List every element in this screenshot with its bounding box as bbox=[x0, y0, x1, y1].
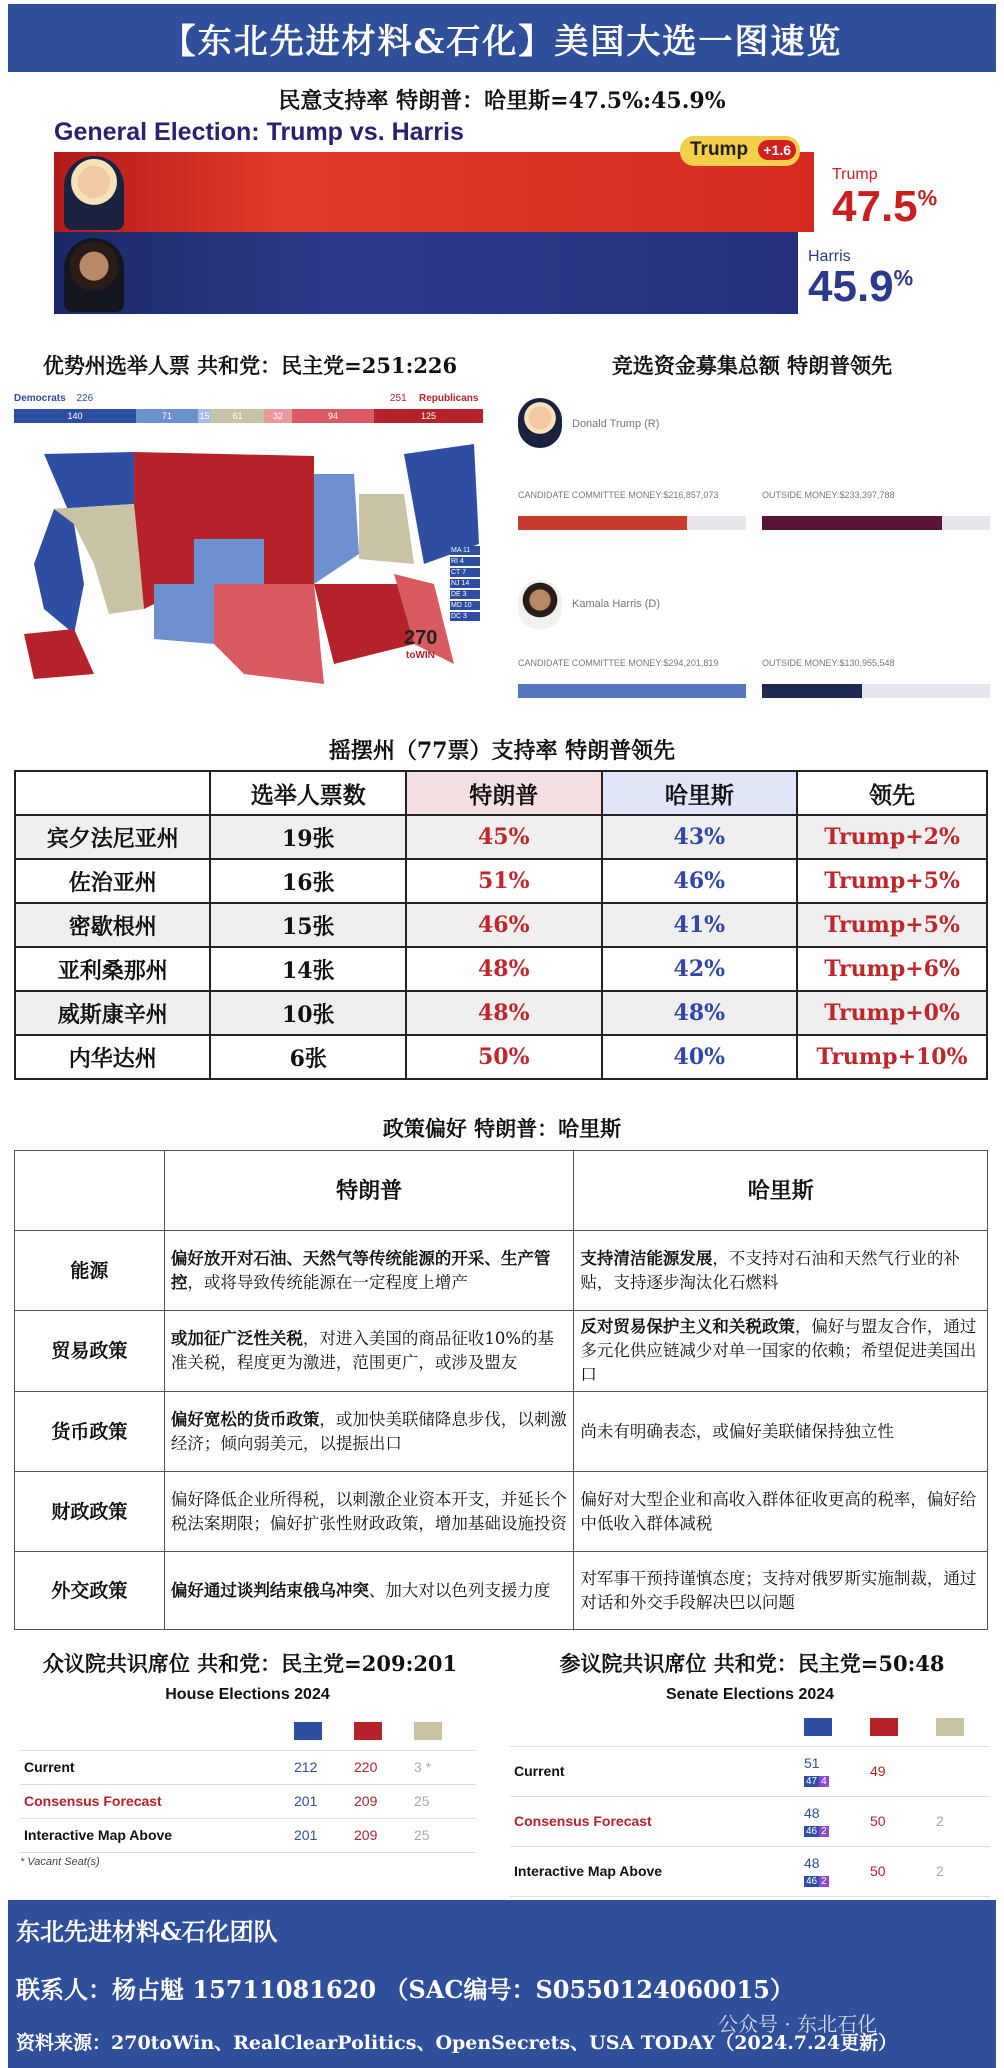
table-row bbox=[15, 991, 987, 1035]
policy-col-blank bbox=[15, 1151, 165, 1231]
trump-policy bbox=[164, 1472, 574, 1552]
harris-policy bbox=[574, 1231, 988, 1311]
house-title: House Elections 2024 bbox=[165, 1686, 330, 1703]
state-box: RI 4 bbox=[450, 557, 480, 566]
dem-seats: 212 bbox=[290, 1750, 350, 1784]
policy-text: ，偏好与盟友合作，通过多元化供应链减少对单一国家的依赖；希望促进美国出口 bbox=[580, 1317, 977, 1384]
dem-seats-cell bbox=[800, 1846, 866, 1896]
trump-policy bbox=[164, 1231, 574, 1311]
table-row bbox=[15, 1231, 988, 1311]
state-name: 亚利桑那州 bbox=[15, 947, 210, 991]
row-label: Interactive Map Above bbox=[510, 1846, 800, 1896]
trump-support: 48% bbox=[406, 947, 602, 991]
policy-col-harris: 哈里斯 bbox=[574, 1151, 988, 1231]
footer-team: 东北先进材料&石化团队 bbox=[16, 1917, 278, 1946]
harris-support: 41% bbox=[602, 903, 798, 947]
state-boxes bbox=[450, 546, 480, 623]
harris-photo bbox=[64, 238, 124, 312]
trump-support: 46% bbox=[406, 903, 602, 947]
table-row bbox=[15, 859, 987, 903]
harris-pct-value: 45.9 bbox=[808, 262, 894, 311]
state-votes: 15张 bbox=[210, 903, 406, 947]
committee-value: $294,201,819 bbox=[663, 658, 719, 668]
dem-seats: 48 bbox=[804, 1855, 820, 1871]
tossup-swatch bbox=[936, 1718, 964, 1736]
trump-support: 50% bbox=[406, 1035, 602, 1079]
row-label: Current bbox=[510, 1746, 800, 1796]
dem-seats: 201 bbox=[290, 1818, 350, 1852]
table-row bbox=[15, 1552, 988, 1630]
harris-policy bbox=[574, 1392, 988, 1472]
trump-committee-track bbox=[518, 516, 746, 530]
harris-committee-text bbox=[518, 658, 718, 668]
state-box: CT 7 bbox=[450, 568, 480, 577]
legend-blank bbox=[510, 1712, 800, 1746]
table-row bbox=[20, 1818, 475, 1852]
map-logo-sub: toWIN bbox=[406, 650, 435, 661]
table-row bbox=[15, 815, 987, 859]
state-box: MD 10 bbox=[450, 601, 480, 610]
state-votes: 19张 bbox=[210, 815, 406, 859]
policy-col-trump: 特朗普 bbox=[164, 1151, 574, 1231]
trump-outside-fill bbox=[762, 516, 942, 530]
state-box: MA 11 bbox=[450, 546, 480, 555]
legend-blank bbox=[20, 1716, 290, 1750]
committee-value: $216,857,073 bbox=[663, 490, 719, 500]
outside-value: $130,955,548 bbox=[839, 658, 895, 668]
table-row bbox=[510, 1846, 990, 1896]
senate-legend-row bbox=[510, 1712, 990, 1746]
map-swing-midwest bbox=[359, 494, 414, 564]
house-note: * Vacant Seat(s) bbox=[20, 1856, 100, 1868]
us-map bbox=[14, 434, 484, 684]
policy-heading: 政策偏好 特朗普：哈里斯 bbox=[382, 1116, 622, 1141]
table-row bbox=[15, 1392, 988, 1472]
map-logo: 270 bbox=[404, 627, 438, 649]
lead-margin: Trump+2% bbox=[797, 815, 987, 859]
report-header bbox=[8, 4, 996, 72]
senate-title: Senate Elections 2024 bbox=[665, 1686, 835, 1703]
table-row bbox=[15, 947, 987, 991]
lead-margin: Trump+0% bbox=[797, 991, 987, 1035]
dem-seats: 48 bbox=[804, 1805, 820, 1821]
trump-policy bbox=[164, 1552, 574, 1630]
harris-pct bbox=[808, 262, 913, 312]
policy-topic: 财政政策 bbox=[15, 1472, 165, 1552]
state-name: 内华达州 bbox=[15, 1035, 210, 1079]
harris-outside-track bbox=[762, 684, 990, 698]
swing-col-lead: 领先 bbox=[797, 771, 987, 815]
rep-seats: 220 bbox=[350, 1750, 410, 1784]
harris-support: 46% bbox=[602, 859, 798, 903]
lead-margin: Trump+6% bbox=[797, 947, 987, 991]
dem-seats-cell bbox=[800, 1746, 866, 1796]
dem-swatch bbox=[294, 1722, 322, 1740]
dem-swatch bbox=[804, 1718, 832, 1736]
dem-sub: 46 bbox=[806, 1826, 818, 1837]
state-name: 宾夕法尼亚州 bbox=[15, 815, 210, 859]
ind-sub: 2 bbox=[821, 1826, 827, 1837]
trump-policy bbox=[164, 1392, 574, 1472]
footer-source: 资料来源：270toWin、RealClearPolitics、OpenSecrets、USA TODAY（2024.7.24更新） bbox=[16, 2032, 898, 2054]
policy-text: 对军事干预持谨慎态度；支持对俄罗斯实施制裁，通过对话和外交手段解决巴以问题 bbox=[580, 1568, 977, 1612]
state-box: DC 3 bbox=[450, 612, 480, 621]
outside-label: OUTSIDE MONEY: bbox=[762, 658, 840, 668]
ev-segment: 15 bbox=[199, 411, 210, 421]
pct-sign: % bbox=[917, 185, 938, 211]
ind-sub: 4 bbox=[821, 1776, 827, 1787]
policy-emph: 反对贸易保护主义和关税政策 bbox=[580, 1317, 795, 1336]
rep-total: 251 bbox=[390, 393, 407, 404]
map-colorado bbox=[194, 539, 264, 584]
footer-contact: 联系人：杨占魁 15711081620 （SAC编号：S0550124060015） bbox=[16, 1975, 794, 2004]
state-name: 佐治亚州 bbox=[15, 859, 210, 903]
harris-policy bbox=[574, 1552, 988, 1630]
policy-text: 、加大对以色列支援力度 bbox=[368, 1580, 551, 1600]
dem-seats: 51 bbox=[804, 1755, 820, 1771]
policy-emph: 或加征广泛性关税 bbox=[170, 1329, 303, 1348]
table-row bbox=[510, 1796, 990, 1846]
dem-label: Democrats bbox=[14, 393, 66, 404]
harris-support: 48% bbox=[602, 991, 798, 1035]
badge-delta: +1.6 bbox=[758, 140, 796, 160]
outside-value: $233,397,788 bbox=[839, 490, 895, 500]
row-label: Consensus Forecast bbox=[20, 1784, 290, 1818]
swing-col-votes: 选举人票数 bbox=[210, 771, 406, 815]
funds-heading: 竞选资金募集总额 特朗普领先 bbox=[611, 353, 893, 378]
harris-bar bbox=[54, 232, 798, 314]
swing-header-row bbox=[15, 771, 987, 815]
senate-heading: 参议院共识席位 共和党：民主党=50:48 bbox=[559, 1651, 945, 1676]
rep-seats: 50 bbox=[866, 1846, 932, 1896]
swing-col-harris: 哈里斯 bbox=[602, 771, 798, 815]
ev-segment: 32 bbox=[264, 409, 292, 423]
ev-segment: 71 bbox=[136, 409, 198, 423]
other-seats: 3 * bbox=[410, 1750, 475, 1784]
map-alaska bbox=[24, 629, 94, 679]
trump-support: 48% bbox=[406, 991, 602, 1035]
badge-label: Trump bbox=[690, 139, 749, 160]
ev-segment: 125 bbox=[374, 409, 483, 423]
policy-table bbox=[14, 1150, 988, 1630]
map-texas bbox=[214, 584, 324, 684]
trump-pct bbox=[832, 182, 937, 232]
table-row bbox=[15, 1311, 988, 1392]
house-heading: 众议院共识席位 共和党：民主党=209:201 bbox=[42, 1651, 458, 1676]
policy-text: ，或将导致传统能源在一定程度上增产 bbox=[187, 1272, 468, 1292]
other-seats: 2 bbox=[932, 1846, 990, 1896]
harris-support: 43% bbox=[602, 815, 798, 859]
rep-swatch bbox=[870, 1718, 898, 1736]
rep-label: Republicans bbox=[419, 393, 479, 404]
tossup-swatch bbox=[414, 1722, 442, 1740]
lead-margin: Trump+5% bbox=[797, 903, 987, 947]
poll-heading: 民意支持率 特朗普：哈里斯=47.5%:45.9% bbox=[278, 88, 726, 114]
policy-topic: 外交政策 bbox=[15, 1552, 165, 1630]
table-row bbox=[510, 1746, 990, 1796]
harris-avatar bbox=[518, 580, 562, 630]
harris-outside-fill bbox=[762, 684, 862, 698]
harris-support: 42% bbox=[602, 947, 798, 991]
lead-margin: Trump+5% bbox=[797, 859, 987, 903]
trump-outside-text bbox=[762, 490, 895, 500]
trump-lead-badge bbox=[680, 136, 800, 166]
trump-committee-text bbox=[518, 490, 718, 500]
ev-legend bbox=[14, 393, 484, 404]
policy-emph: 偏好放开对石油、天然气等传统能源的开采、生产管控 bbox=[170, 1248, 551, 1292]
trump-pct-value: 47.5 bbox=[832, 182, 918, 231]
trump-support: 51% bbox=[406, 859, 602, 903]
trump-photo bbox=[64, 156, 124, 230]
policy-text: ，不支持对石油和天然气行业的补贴，支持逐步淘汰化石燃料 bbox=[580, 1248, 960, 1292]
ev-segment: 94 bbox=[292, 409, 374, 423]
policy-text: 偏好对大型企业和高收入群体征收更高的税率，偏好给中低收入群体减税 bbox=[580, 1489, 977, 1533]
state-name: 威斯康辛州 bbox=[15, 991, 210, 1035]
row-label: Consensus Forecast bbox=[510, 1796, 800, 1846]
table-row bbox=[15, 1472, 988, 1552]
senate-table bbox=[510, 1712, 990, 1897]
policy-emph: 支持清洁能源发展 bbox=[580, 1248, 713, 1268]
row-label: Interactive Map Above bbox=[20, 1818, 290, 1852]
map-arizona bbox=[94, 554, 144, 614]
poll-chart-title: General Election: Trump vs. Harris bbox=[54, 118, 464, 146]
dem-total: 226 bbox=[76, 393, 94, 404]
rep-swatch bbox=[354, 1722, 382, 1740]
trump-support: 45% bbox=[406, 815, 602, 859]
table-row bbox=[15, 903, 987, 947]
swing-table bbox=[14, 770, 988, 1080]
swing-heading: 摇摆州（77票）支持率 特朗普领先 bbox=[328, 738, 676, 764]
state-votes: 6张 bbox=[210, 1035, 406, 1079]
trump-outside-track bbox=[762, 516, 990, 530]
state-box: DE 3 bbox=[450, 590, 480, 599]
trump-label: Trump bbox=[832, 166, 878, 183]
row-label: Current bbox=[20, 1750, 290, 1784]
state-votes: 16张 bbox=[210, 859, 406, 903]
rep-seats: 209 bbox=[350, 1818, 410, 1852]
trump-fund-name: Donald Trump (R) bbox=[572, 418, 660, 430]
footer bbox=[8, 1900, 996, 2068]
harris-support: 40% bbox=[602, 1035, 798, 1079]
state-name: 密歇根州 bbox=[15, 903, 210, 947]
policy-emph: 偏好宽松的货币政策 bbox=[170, 1409, 320, 1429]
other-seats: 2 bbox=[932, 1796, 990, 1846]
state-box: NJ 14 bbox=[450, 579, 480, 588]
harris-fund-name: Kamala Harris (D) bbox=[572, 598, 661, 610]
rep-seats: 50 bbox=[866, 1796, 932, 1846]
policy-text: ，或加快美联储降息步伐，以刺激经济；倾向弱美元，以提振出口 bbox=[170, 1409, 567, 1453]
swing-col-state bbox=[15, 771, 210, 815]
map-new-mexico bbox=[154, 584, 214, 644]
dem-seats-cell bbox=[800, 1796, 866, 1846]
state-votes: 10张 bbox=[210, 991, 406, 1035]
dem-sub: 46 bbox=[806, 1876, 818, 1887]
trump-avatar bbox=[518, 398, 562, 448]
harris-policy bbox=[574, 1311, 988, 1392]
ev-segment: 61 bbox=[211, 409, 264, 423]
policy-text: 尚未有明确表态，或偏好美联储保持独立性 bbox=[580, 1421, 894, 1441]
policy-header-row bbox=[15, 1151, 988, 1231]
state-votes: 14张 bbox=[210, 947, 406, 991]
policy-topic: 贸易政策 bbox=[15, 1311, 165, 1392]
harris-committee-fill bbox=[518, 684, 746, 698]
policy-topic: 能源 bbox=[15, 1231, 165, 1311]
electoral-heading: 优势州选举人票 共和党：民主党=251:226 bbox=[42, 353, 458, 378]
policy-text: ，对进入美国的商品征收10%的基准关税，程度更为激进，范围更广，或涉及盟友 bbox=[170, 1329, 555, 1372]
dem-sub: 47 bbox=[806, 1776, 818, 1787]
table-row bbox=[20, 1784, 475, 1818]
swing-col-trump: 特朗普 bbox=[406, 771, 602, 815]
table-row bbox=[20, 1750, 475, 1784]
rep-seats: 49 bbox=[866, 1746, 932, 1796]
table-row bbox=[15, 1035, 987, 1079]
policy-topic: 货币政策 bbox=[15, 1392, 165, 1472]
wechat-watermark: 公众号 · 东北石化 bbox=[718, 2012, 878, 2036]
pct-sign: % bbox=[893, 265, 914, 291]
harris-policy bbox=[574, 1472, 988, 1552]
lead-margin: Trump+10% bbox=[797, 1035, 987, 1079]
committee-label: CANDIDATE COMMITTEE MONEY: bbox=[518, 490, 664, 500]
outside-label: OUTSIDE MONEY: bbox=[762, 490, 840, 500]
rep-seats: 209 bbox=[350, 1784, 410, 1818]
ind-sub: 2 bbox=[821, 1876, 827, 1887]
header-title: 【东北先进材料&石化】美国大选一图速览 bbox=[161, 21, 843, 62]
other-seats: 25 bbox=[410, 1784, 475, 1818]
other-seats: 25 bbox=[410, 1818, 475, 1852]
policy-emph: 偏好通过谈判结束俄乌冲突 bbox=[170, 1580, 369, 1600]
other-seats bbox=[932, 1746, 990, 1796]
committee-label: CANDIDATE COMMITTEE MONEY: bbox=[518, 658, 664, 668]
harris-committee-track bbox=[518, 684, 746, 698]
house-legend-row bbox=[20, 1716, 475, 1750]
map-midwest-blue bbox=[314, 474, 359, 584]
harris-outside-text bbox=[762, 658, 895, 668]
trump-committee-fill bbox=[518, 516, 687, 530]
harris-label: Harris bbox=[808, 248, 851, 265]
ev-segment: 140 bbox=[14, 409, 136, 423]
trump-policy bbox=[164, 1311, 574, 1392]
house-table bbox=[20, 1716, 475, 1853]
dem-seats: 201 bbox=[290, 1784, 350, 1818]
policy-text: 偏好降低企业所得税，以刺激企业资本开支，并延长个税法案期限；偏好扩张性财政政策，增加基础设施投资 bbox=[170, 1489, 567, 1533]
